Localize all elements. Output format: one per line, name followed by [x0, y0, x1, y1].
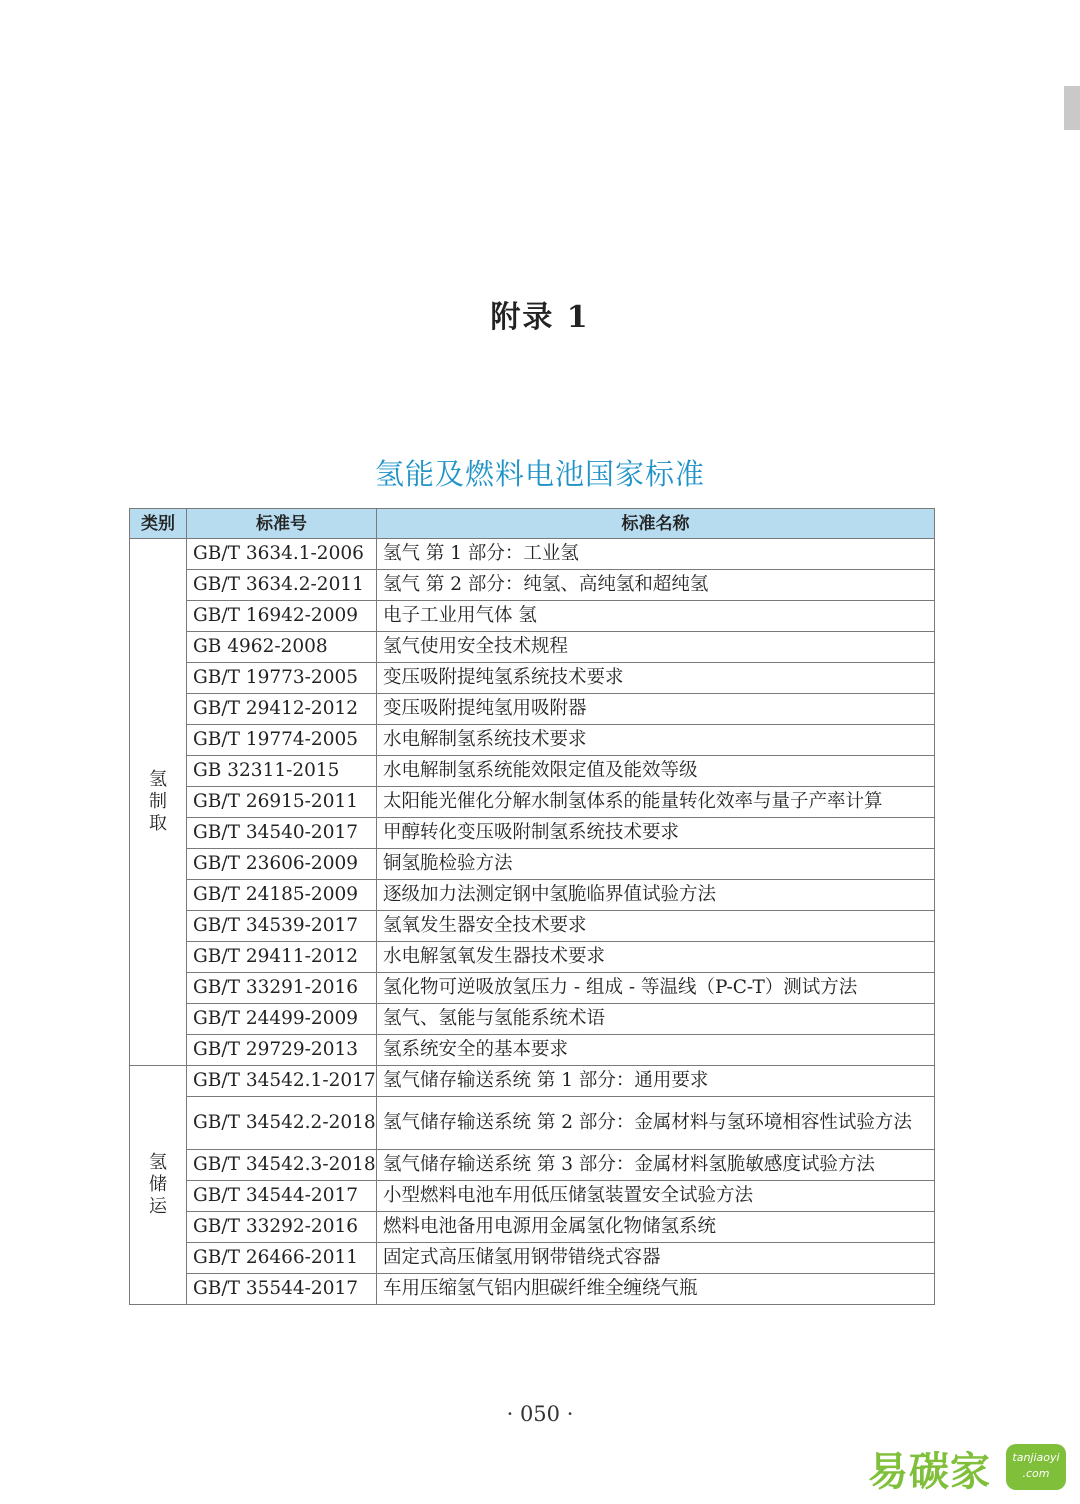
standard-number: GB/T 29412-2012 — [187, 694, 377, 725]
table-row — [130, 818, 935, 849]
table-row — [130, 787, 935, 818]
standard-name: 铜氢脆检验方法 — [377, 849, 935, 880]
standard-number: GB 32311-2015 — [187, 756, 377, 787]
standard-number: GB/T 34544-2017 — [187, 1181, 377, 1212]
table-row — [130, 849, 935, 880]
table-row — [130, 632, 935, 663]
brand-logo — [868, 1440, 1068, 1496]
table-row — [130, 911, 935, 942]
standard-name: 氢气储存输送系统 第 1 部分：通用要求 — [377, 1066, 935, 1097]
standard-number: GB/T 19774-2005 — [187, 725, 377, 756]
table-title: 氢能及燃料电池国家标准 — [374, 457, 705, 491]
side-tab — [1064, 86, 1080, 130]
table-row — [130, 725, 935, 756]
table-row — [130, 1066, 935, 1097]
standard-name: 氢气储存输送系统 第 2 部分：金属材料与氢环境相容性试验方法 — [377, 1097, 935, 1150]
header-category: 类别 — [130, 509, 187, 539]
brand-name: 易碳家 — [868, 1449, 991, 1495]
table-row — [130, 1212, 935, 1243]
standard-number: GB/T 29411-2012 — [187, 942, 377, 973]
standard-name: 水电解氢氧发生器技术要求 — [377, 942, 935, 973]
table-row — [130, 1274, 935, 1305]
standard-name: 水电解制氢系统能效限定值及能效等级 — [377, 756, 935, 787]
standard-number: GB/T 29729-2013 — [187, 1035, 377, 1066]
table-row — [130, 1181, 935, 1212]
standard-name: 变压吸附提纯氢系统技术要求 — [377, 663, 935, 694]
standard-number: GB 4962-2008 — [187, 632, 377, 663]
standard-number: GB/T 23606-2009 — [187, 849, 377, 880]
standard-number: GB/T 3634.1-2006 — [187, 539, 377, 570]
table-row — [130, 1243, 935, 1274]
standards-table — [129, 508, 935, 1305]
table-row — [130, 1150, 935, 1181]
standard-number: GB/T 26915-2011 — [187, 787, 377, 818]
standard-number: GB/T 33291-2016 — [187, 973, 377, 1004]
standard-name: 甲醇转化变压吸附制氢系统技术要求 — [377, 818, 935, 849]
standard-number: GB/T 34540-2017 — [187, 818, 377, 849]
table-header-row — [130, 509, 935, 539]
standard-number: GB/T 19773-2005 — [187, 663, 377, 694]
standard-name: 变压吸附提纯氢用吸附器 — [377, 694, 935, 725]
standard-name: 车用压缩氢气铝内胆碳纤维全缠绕气瓶 — [377, 1274, 935, 1305]
badge-line2: .com — [1022, 1467, 1050, 1480]
standard-number: GB/T 34542.2-2018 — [187, 1097, 377, 1150]
brand-badge — [1006, 1444, 1066, 1490]
standard-number: GB/T 24499-2009 — [187, 1004, 377, 1035]
category-production: 氢制取 — [130, 539, 187, 1066]
standard-name: 小型燃料电池车用低压储氢装置安全试验方法 — [377, 1181, 935, 1212]
standard-name: 氢气 第 1 部分：工业氢 — [377, 539, 935, 570]
standard-number: GB/T 26466-2011 — [187, 1243, 377, 1274]
standard-number: GB/T 24185-2009 — [187, 880, 377, 911]
standard-name: 氢气储存输送系统 第 3 部分：金属材料氢脆敏感度试验方法 — [377, 1150, 935, 1181]
standard-name: 逐级加力法测定钢中氢脆临界值试验方法 — [377, 880, 935, 911]
standard-name: 氢系统安全的基本要求 — [377, 1035, 935, 1066]
page-number: · 050 · — [506, 1402, 574, 1426]
standard-number: GB/T 16942-2009 — [187, 601, 377, 632]
header-number: 标准号 — [187, 509, 377, 539]
table-row — [130, 694, 935, 725]
table-row — [130, 1035, 935, 1066]
badge-line1: tanjiaoyi — [1012, 1451, 1060, 1464]
table-row — [130, 539, 935, 570]
table-row — [130, 570, 935, 601]
standard-name: 水电解制氢系统技术要求 — [377, 725, 935, 756]
table-row — [130, 663, 935, 694]
standard-name: 太阳能光催化分解水制氢体系的能量转化效率与量子产率计算 — [377, 787, 935, 818]
standard-number: GB/T 3634.2-2011 — [187, 570, 377, 601]
table-row — [130, 880, 935, 911]
standard-name: 电子工业用气体 氢 — [377, 601, 935, 632]
standard-name: 氢气、氢能与氢能系统术语 — [377, 1004, 935, 1035]
table-row — [130, 973, 935, 1004]
standard-number: GB/T 34542.3-2018 — [187, 1150, 377, 1181]
header-name: 标准名称 — [377, 509, 935, 539]
standard-name: 氢氧发生器安全技术要求 — [377, 911, 935, 942]
table-row — [130, 942, 935, 973]
standard-number: GB/T 33292-2016 — [187, 1212, 377, 1243]
standard-name: 氢气 第 2 部分：纯氢、高纯氢和超纯氢 — [377, 570, 935, 601]
appendix-title: 附录 1 — [490, 300, 590, 335]
standard-name: 氢化物可逆吸放氢压力 - 组成 - 等温线（P-C-T）测试方法 — [377, 973, 935, 1004]
standard-number: GB/T 34542.1-2017 — [187, 1066, 377, 1097]
table-row — [130, 1004, 935, 1035]
table-row — [130, 756, 935, 787]
standard-name: 固定式高压储氢用钢带错绕式容器 — [377, 1243, 935, 1274]
table-row — [130, 601, 935, 632]
category-storage: 氢储运 — [130, 1066, 187, 1305]
standard-number: GB/T 34539-2017 — [187, 911, 377, 942]
standard-name: 氢气使用安全技术规程 — [377, 632, 935, 663]
table-row — [130, 1097, 935, 1150]
standard-number: GB/T 35544-2017 — [187, 1274, 377, 1305]
standard-name: 燃料电池备用电源用金属氢化物储氢系统 — [377, 1212, 935, 1243]
